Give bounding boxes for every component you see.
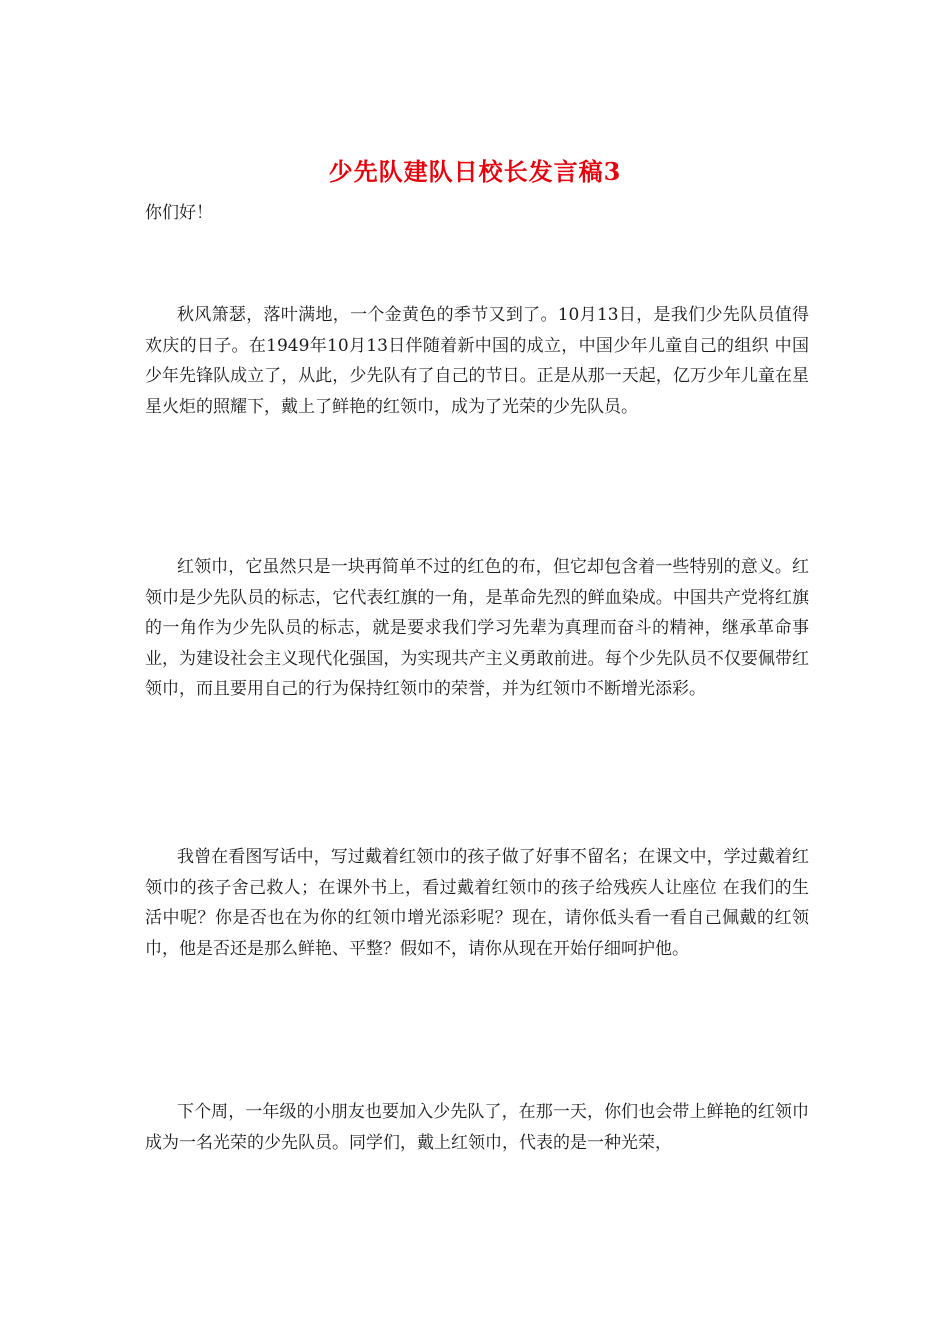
paragraph-1: 秋风箫瑟，落叶满地，一个金黄色的季节又到了。10月13日，是我们少先队员值得欢庆的日子。在1949年10月13日伴随着新中国的成立，中国少年儿童自己的组织 中国少年先锋队成立了，从此，少先队有了自己的节日。正是从那一天起，亿万少年儿童在星星火炬的照耀下，戴上了鲜艳的红领巾，成为了光荣的少先队员。 <box>145 305 809 417</box>
paragraph-2: 红领巾，它虽然只是一块再简单不过的红色的布，但它却包含着一些特别的意义。红领巾是少先队员的标志，它代表红旗的一角，是革命先烈的鲜血染成。中国共产党将红旗的一角作为少先队员的标志，就是要求我们学习先辈为真理而奋斗的精神，继承革命事业，为建设社会主义现代化强国，为实现共产主义勇敢前进。每个少先队员不仅要佩带红领巾，而且要用自己的行为保持红领巾的荣誉，并为红领巾不断增光添彩。 <box>145 557 809 699</box>
paragraph-4: 下个周，一年级的小朋友也要加入少先队了，在那一天，你们也会带上鲜艳的红领巾成为一名光荣的少先队员。同学们，戴上红领巾，代表的是一种光荣， <box>145 1102 809 1153</box>
paragraph-3: 我曾在看图写话中，写过戴着红领巾的孩子做了好事不留名；在课文中，学过戴着红领巾的孩子舍己救人；在课外书上，看过戴着红领巾的孩子给残疾人让座位 在我们的生活中呢？你是否也在为你的红领巾增光添彩呢？现在，请你低头看一看自己佩戴的红领巾，他是否还是那么鲜艳、平整？假如不，请你从现在开始仔细呵护他。 <box>145 847 809 959</box>
greeting: 你们好！ <box>145 203 213 223</box>
document-title: 少先队建队日校长发言稿3 <box>328 157 622 186</box>
